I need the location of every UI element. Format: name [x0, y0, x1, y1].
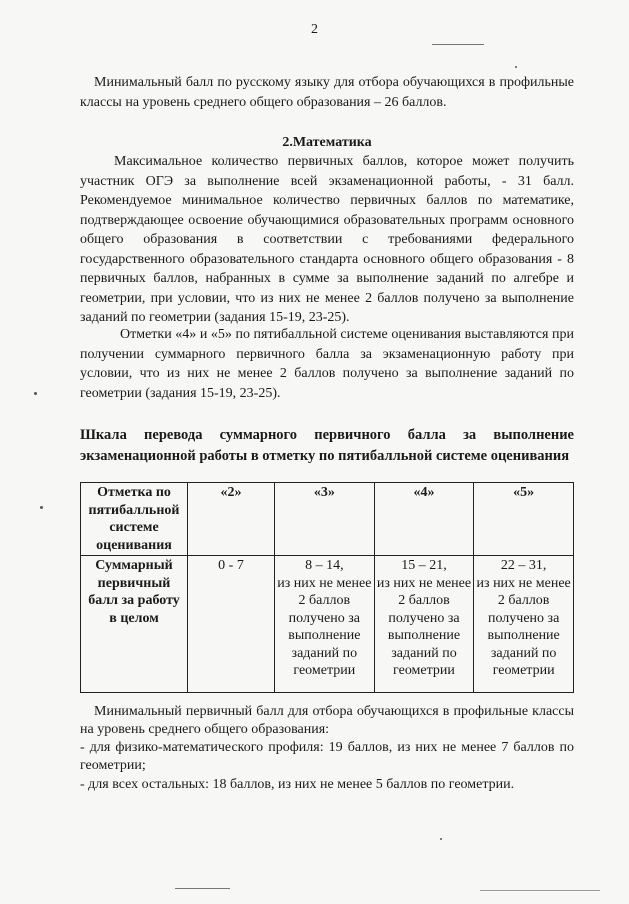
scan-artifact	[432, 44, 484, 45]
score-range-cell: 0 - 7	[188, 556, 275, 693]
scan-artifact	[480, 890, 600, 891]
score-range: 15 – 21,	[401, 558, 447, 573]
scan-speck	[440, 838, 442, 840]
scan-speck	[34, 392, 37, 395]
score-condition: из них не менее 2 баллов получено за выполнение заданий по геометрии	[277, 575, 372, 678]
table-row	[81, 556, 574, 693]
scan-speck	[515, 66, 517, 68]
table-row	[81, 483, 574, 556]
scale-title: Шкала перевода суммарного первичного балла за выполнение экзаменационной работы в отметку по пятибалльной системе оценивания	[80, 427, 574, 464]
intro-paragraph: Минимальный балл по русскому языку для отбора обучающихся в профильные классы на уровень среднего общего образования – 26 баллов.	[80, 75, 574, 110]
row-header-grade: Отметка по пятибалльной системе оценивания	[81, 483, 188, 556]
grade-cell: «2»	[188, 483, 275, 556]
score-range: 8 – 14,	[305, 558, 344, 573]
list-item-others: - для всех остальных: 18 баллов, из них не менее 5 баллов по геометрии.	[80, 777, 515, 792]
section-heading: 2.Математика	[282, 135, 372, 150]
grade-cell: «5»	[474, 483, 574, 556]
list-item-physmath: - для физико-математического профиля: 19 баллов, из них не менее 7 баллов по геометрии;	[80, 740, 574, 773]
grade-cell: «4»	[374, 483, 474, 556]
score-condition: из них не менее 2 баллов получено за выполнение заданий по геометрии	[476, 575, 571, 678]
scan-artifact	[175, 888, 230, 889]
max-score-paragraph: Максимальное количество первичных баллов, которое может получить участник ОГЭ за выполнение всей экзаменационной работы, - 31 балл. Рекомендуемое минимальное количество первичных баллов по математике, подтверждающее освоение обучающимися образовательных программ основного общего образования в соответствии с требованиями федерального государственного образовательного стандарта основного общего образования - 8 первичных баллов, набранных в сумме за выполнение заданий по алгебре и геометрии, при условии, что из них не менее 2 баллов получено за выполнение заданий по геометрии (задания 15-19, 23-25).	[80, 154, 574, 325]
min-score-paragraph: Минимальный первичный балл для отбора обучающихся в профильные классы на уровень среднего общего образования:	[80, 704, 574, 737]
score-range: 22 – 31,	[500, 558, 547, 573]
marks-paragraph: Отметки «4» и «5» по пятибалльной системе оценивания выставляются при получении суммарного первичного балла за экзаменационную работу при условии, что из них не менее 2 баллов получено за выполнение заданий по геометрии (задания 15-19, 23-25).	[80, 327, 574, 401]
grade-conversion-table	[80, 482, 574, 693]
row-header-score: Суммарный первичный балл за работу в целом	[81, 556, 188, 693]
score-condition: из них не менее 2 баллов получено за выполнение заданий по геометрии	[376, 575, 472, 678]
score-range-cell	[374, 556, 474, 693]
score-range-cell	[474, 556, 574, 693]
page-number: 2	[311, 22, 318, 37]
scan-speck	[40, 506, 43, 509]
grade-cell: «3»	[275, 483, 375, 556]
score-range-cell	[275, 556, 375, 693]
